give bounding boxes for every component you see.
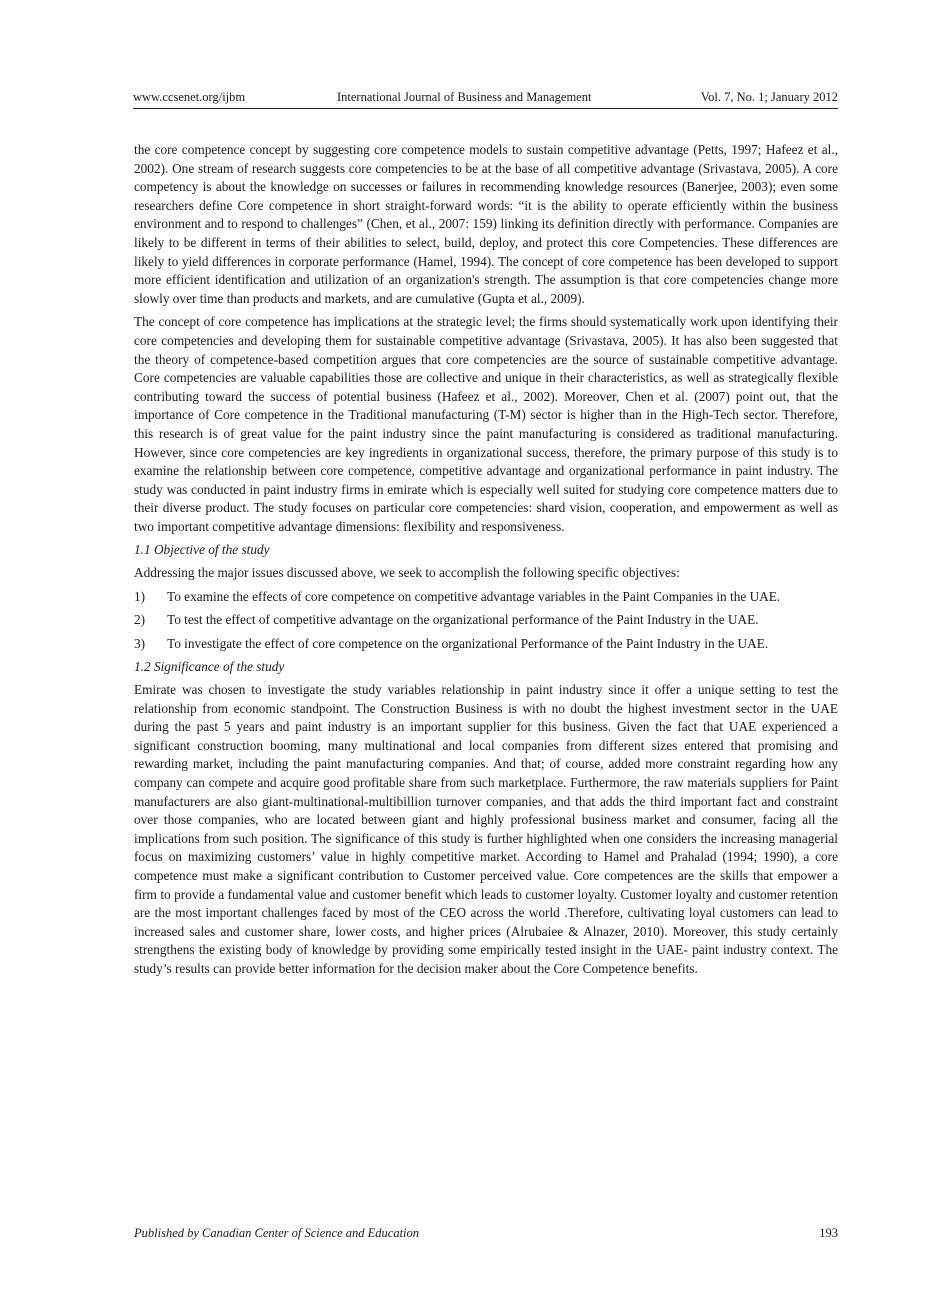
body-paragraph-2: The concept of core competence has implications at the strategic level; the firms should systematically work upon identifying their core competencies and developing them for sustainable competitive advantage (Srivastava, 2005). It has also been suggested that the theory of competence-based competition argues that core competencies are the source of sustainable competitive advantage. Core competencies are valuable capabilities those are collective and unique in their characteristics, as well as strategically flexible contributing toward the success of potential business (Hafeez et al., 2002). Moreover, Chen et al. (2007) point out, that the importance of Core competence in the Traditional manufacturing (T-M) sector is higher than in the High-Tech sector. Therefore, this research is of great value for the paint industry since the paint manufacturing is considered as traditional manufacturing. However, since core competencies are key ingredients in organizational success, therefore, the primary purpose of this study is to examine the relationship between core competence, competitive advantage and organizational performance in paint industry. The study was conducted in paint industry firms in emirate which is especially well suited for studying core competence matters due to their diverse product. The study focuses on particular core competencies: shard vision, cooperation, and empowerment as well as two important competitive advantage dimensions: flexibility and responsiveness.: [134, 314, 838, 534]
body-paragraph-1: the core competence concept by suggesting core competence models to sustain competitive advantage (Petts, 1997; Hafeez et al., 2002). One stream of research suggests core competencies to be at the base of all competitive advantage (Srivastava, 2005). A core competency is about the knowledge on successes or failures in recommending knowledge resources (Banerjee, 2003); even some researchers define Core competence in short straight-forward words: “it is the ability to operate efficiently within the business environment and to respond to challenges” (Chen, et al., 2007: 159) linking its definition directly with performance. Companies are likely to be different in terms of their abilities to select, build, deploy, and protect this core Competencies. These differences are likely to yield differences in corporate performance (Hamel, 1994). The concept of core competence has been developed to support more efficient identification and utilization of an organization's strength. The assumption is that core competencies change more slowly over time than products and markets, and are cumulative (Gupta et al., 2009).: [134, 142, 838, 306]
page-footer: [134, 1226, 838, 1246]
page-number: 193: [819, 1226, 838, 1240]
article-body: [134, 141, 838, 984]
journal-title: International Journal of Business and Management: [337, 90, 592, 104]
body-paragraph-3: Emirate was chosen to investigate the study variables relationship in paint industry since it offer a unique setting to test the relationship from economic standpoint. The Construction Business is with no doubt the highest investment sector in the UAE during the past 5 years and paint industry is an important supplier for this business. Given the fact that UAE experienced a significant construction booming, many multinational and local companies from different sizes entered that promising and rewarding market, including the paint manufacturing companies. And that; of course, added more constraint regarding how any company can compete and acquire good profitable share from such marketplace. Furthermore, the raw materials suppliers for Paint manufacturers are also giant-multinational-multibillion turnover companies, and that adds the third important fact and constraint over those companies, who are located between giant and highly professional business market and consumer, facing all the implications from such position. The significance of this study is further highlighted when one considers the increasing managerial focus on maximizing customers’ value in highly competitive market. According to Hamel and Prahalad (1994; 1990), a core competence must make a significant contribution to Customer perceived value. Core competences are the skills that empower a firm to provide a fundamental value and customer benefit which leads to customer loyalty. Customer loyalty and customer retention are the most important challenges faced by most of the CEO across the world .Therefore, cultivating loyal customers can lead to increased sales and customer share, lower costs, and higher prices (Alrubaiee & Alnazer, 2010). Moreover, this study certainly strengthens the existing body of knowledge by providing some empirically tested insight in the UAE- paint industry context. The study’s results can provide better information for the decision maker about the Core Competence benefits.: [134, 682, 838, 976]
objective-text: To examine the effects of core competence on competitive advantage variables in the Paint Companies in the UAE.: [167, 588, 781, 604]
objectives-list: [134, 588, 838, 654]
objective-text: To test the effect of competitive advantage on the organizational performance of the Paint Industry in the UAE.: [167, 612, 759, 628]
running-header: [133, 90, 838, 110]
header-rule: [133, 108, 838, 109]
journal-url: www.ccsenet.org/ijbm: [133, 90, 246, 104]
volume-info: Vol. 7, No. 1; January 2012: [700, 90, 838, 104]
objectives-intro: Addressing the major issues discussed above, we seek to accomplish the following specific objectives:: [134, 565, 680, 581]
objective-item: [134, 588, 838, 607]
section-heading-significance: 1.2 Significance of the study: [134, 659, 285, 675]
objective-number: 1): [134, 588, 146, 604]
objective-item: [134, 611, 838, 630]
objective-text: To investigate the effect of core competence on the organizational Performance of the Paint Industry in the UAE.: [167, 635, 769, 651]
objective-number: 2): [134, 612, 146, 628]
objective-item: [134, 635, 838, 654]
objective-number: 3): [134, 635, 146, 651]
publisher-line: Published by Canadian Center of Science and Education: [134, 1226, 420, 1240]
section-heading-objectives: 1.1 Objective of the study: [134, 542, 270, 558]
